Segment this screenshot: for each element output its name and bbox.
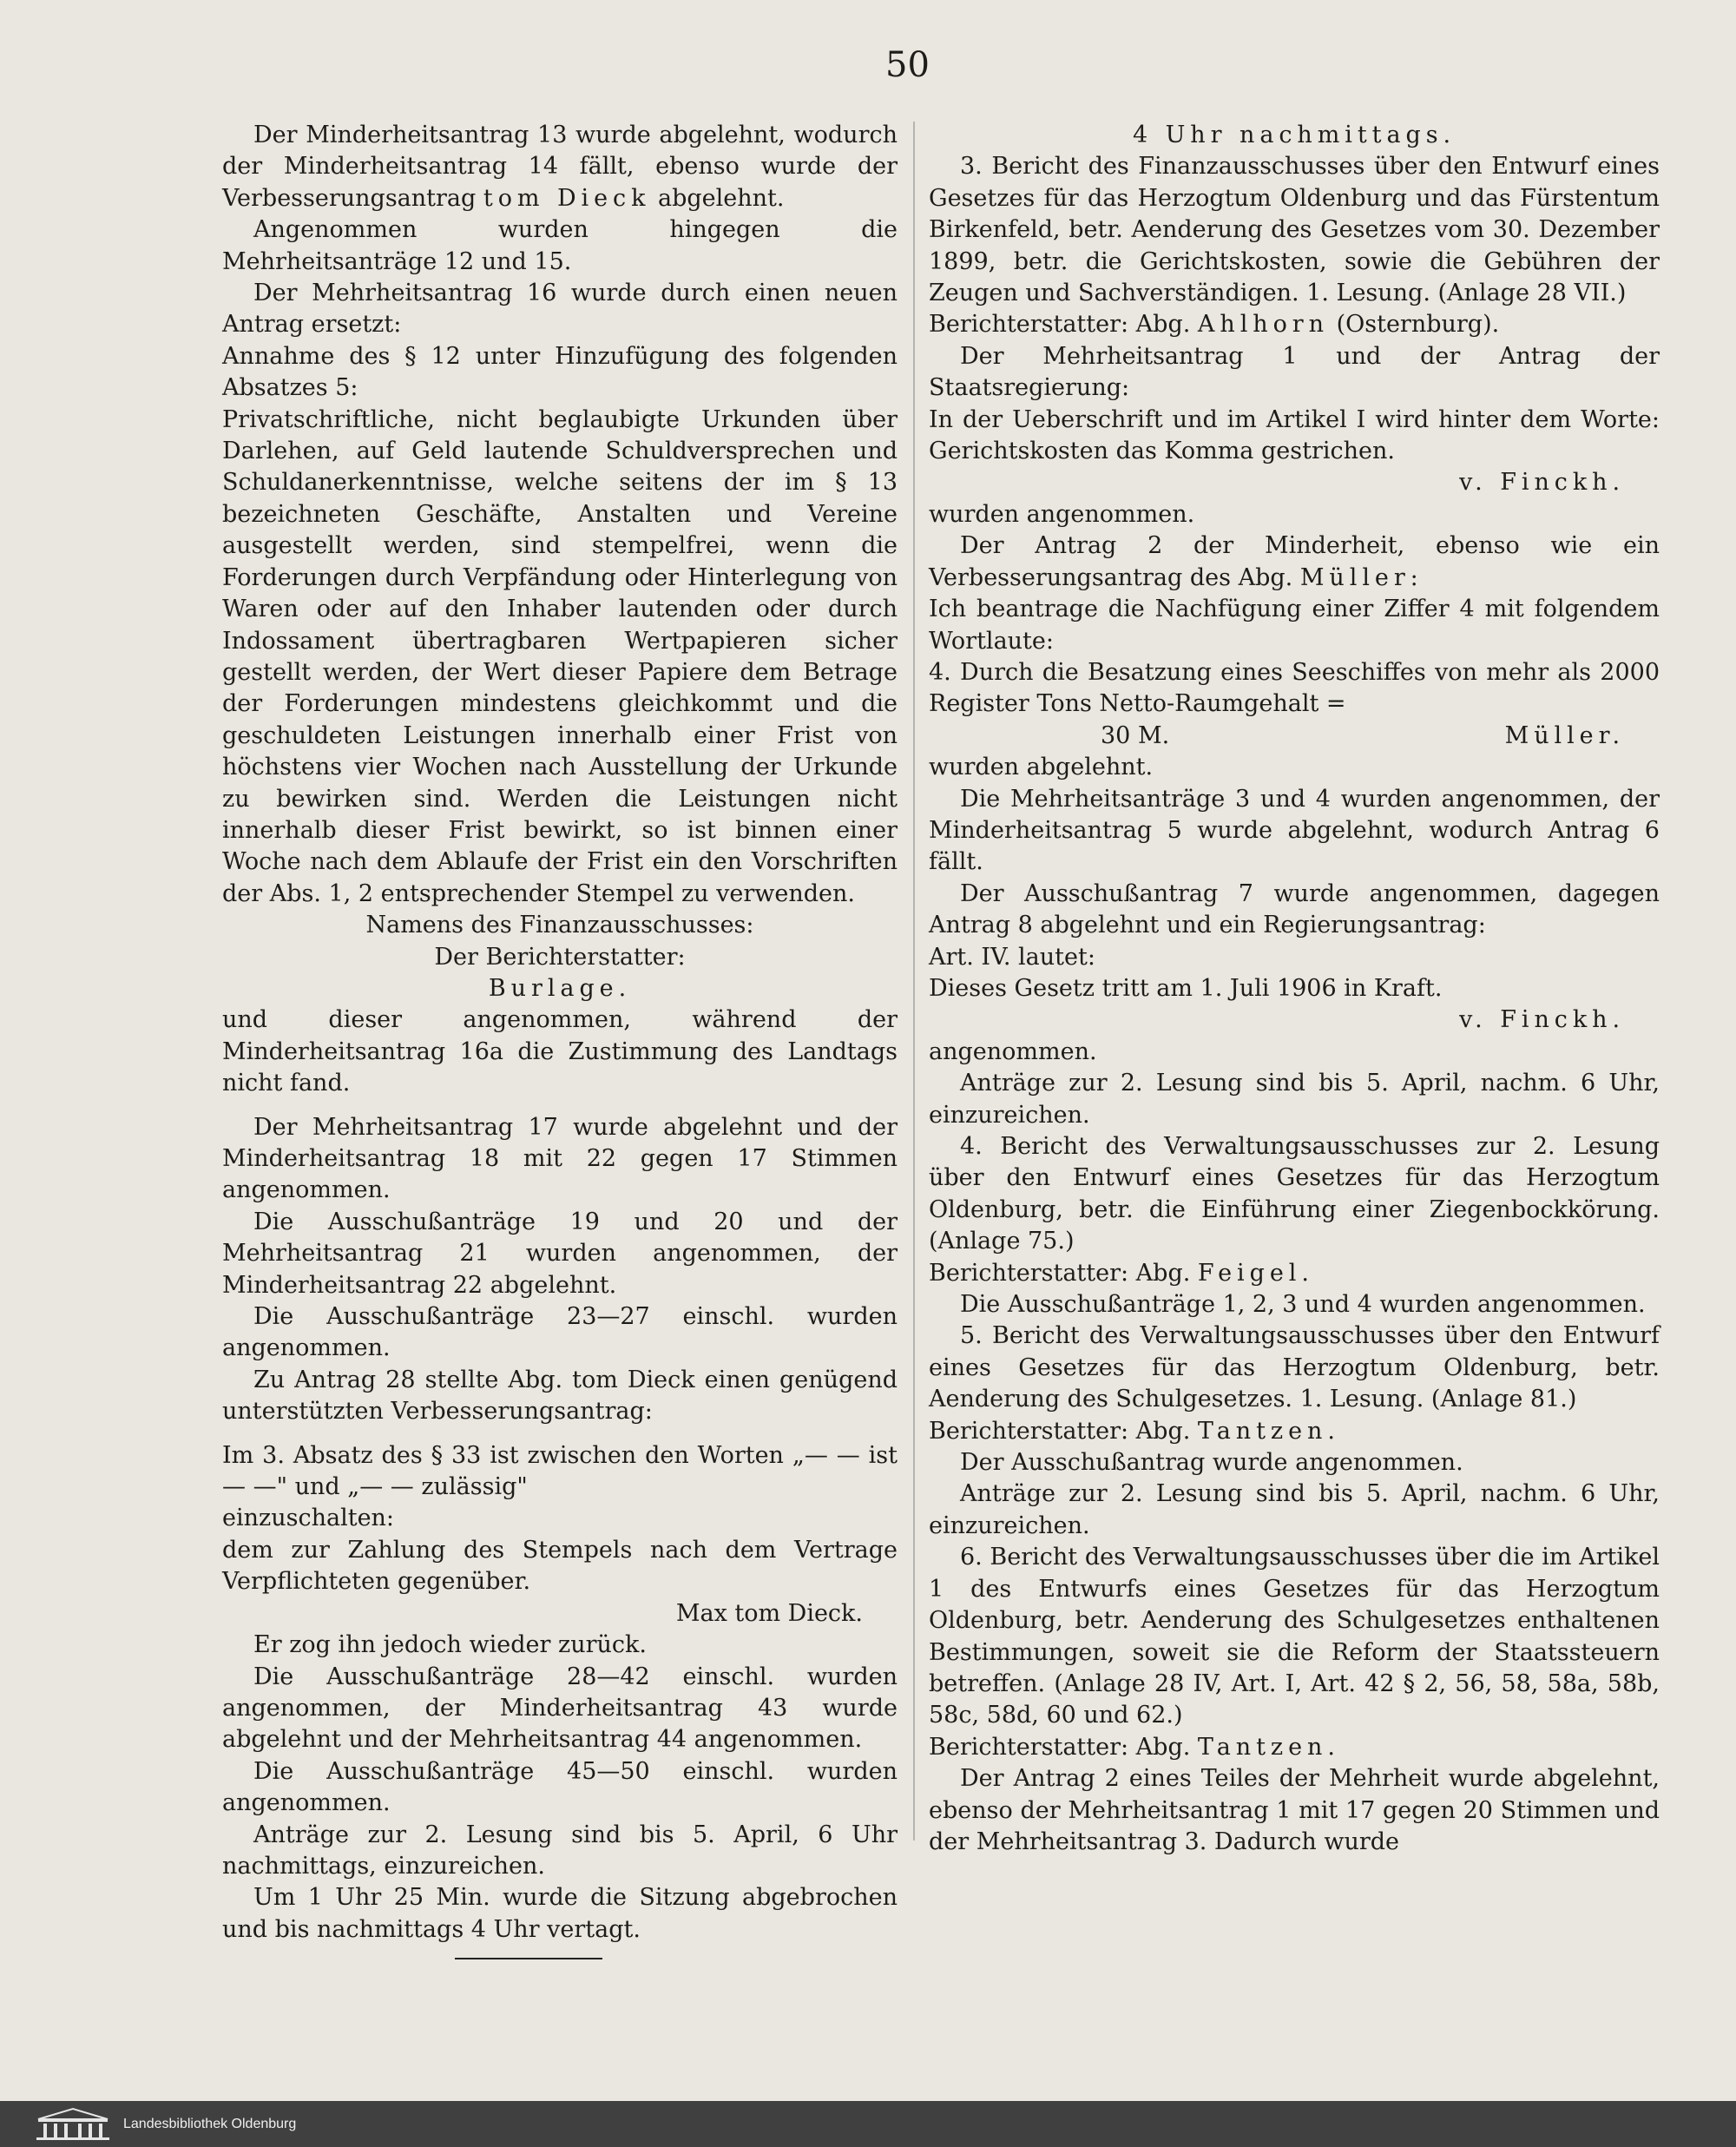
library-building-logo-icon bbox=[35, 2107, 111, 2142]
quoted-motion-text: dem zur Zahlung des Stempels nach dem Vertrage Verpflichteten gegenüber. bbox=[222, 1536, 898, 1596]
quoted-motion-text: Privatschriftliche, nicht beglaubigte Urkunden über Darlehen, auf Geld lautende Schuldversprechen und Schuldanerkenntnisse, welche seitens der im § 13 bezeichneten Geschäfte, Anstalten und Vereine ausgestellt werden, sind stempelfrei, wenn die Forderungen durch Verpfändung oder Hinterlegung von Waren oder auf den Inhaber lautenden oder durch Indossament übertragbaren Wertpapieren sicher gestellt werden, der Wert dieser Papiere dem Betrage der Forderungen mindestens gleichkommt und die geschuldeten Leistungen innerhalb einer Frist von höchstens vier Wochen nach Ausstellung der Urkunde zu bewirken sind. Werden die Leistungen nicht innerhalb dieser Frist bewirkt, so ist binnen einer Woche nach dem Ablaufe der Frist ein den Vorschriften der Abs. 1, 2 entsprechender Stempel zu verwenden. bbox=[222, 405, 898, 907]
signature-line: Namens des Finanzausschusses: bbox=[365, 912, 754, 939]
signature-name: Burlage. bbox=[488, 974, 632, 1002]
paragraph: wurden abgelehnt. bbox=[929, 754, 1154, 781]
quoted-motion-text: In der Ueberschrift und im Artikel I wird hinter dem Worte: Gerichtskosten das Komma gestrichen. bbox=[929, 405, 1660, 465]
section-divider bbox=[455, 1958, 602, 1959]
paragraph: 6. Bericht des Verwaltungsausschusses über die im Artikel 1 des Entwurfs eines Gesetzes für das Herzogtum Oldenburg, betr. Aenderung des Schulgesetzes enthaltenen Bestimmungen, soweit sie die Reform der Staatssteuern betreffen. (Anlage 28 IV, Art. I, Art. 42 § 2, 56, 58, 58a, 58b, 58c, 58d, 60 und 62.) bbox=[929, 1544, 1660, 1729]
paragraph: Die Ausschußanträge 23—27 einschl. wurden angenommen. bbox=[222, 1303, 898, 1362]
quoted-motion-signature-row bbox=[1033, 721, 1660, 752]
paragraph: Die Ausschußanträge 28—42 einschl. wurden angenommen, der Minderheitsantrag 43 wurde abgelehnt und der Mehrheitsantrag 44 angenommen. bbox=[222, 1663, 898, 1754]
paragraph: Der Mehrheitsantrag 16 wurde durch einen neuen Antrag ersetzt: bbox=[222, 280, 898, 339]
quoted-motion-text: 4. Durch die Besatzung eines Seeschiffes von mehr als 2000 Register Tons Netto-Raumgehalt = bbox=[929, 658, 1660, 718]
signature-name: v. Finckh. bbox=[1459, 1006, 1625, 1034]
paragraph: Der Ausschußantrag 7 wurde angenommen, dagegen Antrag 8 abgelehnt und ein Regierungsantrag: bbox=[929, 879, 1660, 939]
paragraph: 5. Bericht des Verwaltungsausschusses über den Entwurf eines Gesetzes für das Herzogtum Oldenburg, betr. Aenderung des Schulgesetzes. 1. Lesung. (Anlage 81.) bbox=[929, 1322, 1660, 1413]
paragraph: angenommen. bbox=[929, 1037, 1097, 1065]
paragraph: und dieser angenommen, während der Minderheitsantrag 16a die Zustimmung des Landtags nicht fand. bbox=[222, 1006, 898, 1097]
quoted-motion-intro: Annahme des § 12 unter Hinzufügung des folgenden Absatzes 5: bbox=[222, 342, 898, 402]
quoted-motion-text: Art. IV. lautet: bbox=[929, 943, 1095, 971]
reporter-line: Berichterstatter: Abg. Feigel. bbox=[929, 1259, 1314, 1287]
reporter-line: Berichterstatter: Abg. Tantzen. bbox=[929, 1417, 1340, 1445]
signature-line: Der Berichterstatter: bbox=[434, 943, 686, 971]
paragraph: Anträge zur 2. Lesung sind bis 5. April, nachm. 6 Uhr, einzureichen. bbox=[929, 1070, 1660, 1129]
amount-text: 30 M. bbox=[1101, 721, 1170, 749]
paragraph: Der Ausschußantrag wurde angenommen. bbox=[960, 1449, 1463, 1477]
library-footer-bar bbox=[0, 2101, 1736, 2147]
paragraph: Zu Antrag 28 stellte Abg. tom Dieck einen genügend unterstützten Verbesserungsantrag: bbox=[222, 1366, 898, 1426]
signature-name: v. Finckh. bbox=[1459, 469, 1625, 497]
signature-name: Müller. bbox=[1504, 721, 1625, 749]
paragraph: Die Ausschußanträge 1, 2, 3 und 4 wurden angenommen. bbox=[960, 1291, 1646, 1319]
signature-name: Max tom Dieck. bbox=[675, 1599, 863, 1627]
paragraph: Angenommen wurden hingegen die Mehrheitsanträge 12 und 15. bbox=[222, 216, 898, 275]
paragraph: Um 1 Uhr 25 Min. wurde die Sitzung abgebrochen und bis nachmittags 4 Uhr vertagt. bbox=[222, 1884, 898, 1943]
left-column bbox=[222, 120, 898, 1959]
paragraph: Die Ausschußanträge 19 und 20 und der Mehrheitsantrag 21 wurden angenommen, der Minderheitsantrag 22 abgelehnt. bbox=[222, 1208, 898, 1299]
paragraph: wurden angenommen. bbox=[929, 500, 1195, 528]
paragraph: Er zog ihn jedoch wieder zurück. bbox=[253, 1631, 647, 1659]
page-number: 50 bbox=[885, 45, 930, 85]
paragraph: Anträge zur 2. Lesung sind bis 5. April, nachm. 6 Uhr, einzureichen. bbox=[929, 1480, 1660, 1539]
paragraph: 4. Bericht des Verwaltungsausschusses zur 2. Lesung über den Entwurf eines Gesetzes für das Herzogtum Oldenburg, betr. die Einführung einer Ziegenbockkörung. (Anlage 75.) bbox=[929, 1133, 1660, 1255]
paragraph: Der Mehrheitsantrag 1 und der Antrag der Staatsregierung: bbox=[929, 342, 1660, 402]
paragraph: Der Minderheitsantrag 13 wurde abgelehnt, wodurch der Minderheitsantrag 14 fällt, ebenso wurde der Verbesserungsantrag tom Dieck abgelehnt. bbox=[222, 122, 898, 212]
quoted-motion-text: Ich beantrage die Nachfügung einer Ziffer 4 mit folgendem Wortlaute: bbox=[929, 596, 1660, 655]
quoted-motion-text: Im 3. Absatz des § 33 ist zwischen den Worten „— — ist — —" und „— — zulässig" bbox=[222, 1441, 898, 1501]
paragraph: 3. Bericht des Finanzausschusses über den Entwurf eines Gesetzes für das Herzogtum Oldenburg und das Fürstentum Birkenfeld, betr. Aenderung des Gesetzes vom 30. Dezember 1899, betr. die Gerichtskosten, sowie die Gebühren der Zeugen und Sachverständigen. 1. Lesung. (Anlage 28 VII.) bbox=[929, 153, 1660, 307]
quoted-motion-text: einzuschalten: bbox=[222, 1505, 395, 1532]
paragraph: Der Mehrheitsantrag 17 wurde abgelehnt und der Minderheitsantrag 18 mit 22 gegen 17 Stimmen angenommen. bbox=[222, 1113, 898, 1204]
library-name: Landesbibliothek Oldenburg bbox=[123, 2116, 297, 2131]
quoted-motion-text: Dieses Gesetz tritt am 1. Juli 1906 in Kraft. bbox=[929, 974, 1443, 1002]
paragraph: Anträge zur 2. Lesung sind bis 5. April, 6 Uhr nachmittags, einzureichen. bbox=[222, 1821, 898, 1880]
paragraph: Die Mehrheitsanträge 3 und 4 wurden angenommen, der Minderheitsantrag 5 wurde abgelehnt, wodurch Antrag 6 fällt. bbox=[929, 785, 1660, 876]
reporter-line: Berichterstatter: Abg. Tantzen. bbox=[929, 1733, 1340, 1761]
right-column bbox=[929, 120, 1660, 1858]
paragraph: Der Antrag 2 der Minderheit, ebenso wie ein Verbesserungsantrag des Abg. Müller: bbox=[929, 532, 1660, 591]
paragraph: Der Antrag 2 eines Teiles der Mehrheit wurde abgelehnt, ebenso der Mehrheitsantrag 1 mit 17 gegen 20 Stimmen und der Mehrheitsantrag 3. Dadurch wurde bbox=[929, 1765, 1660, 1855]
reporter-line: Berichterstatter: Abg. Ahlhorn (Osternburg). bbox=[929, 311, 1500, 339]
paragraph: Die Ausschußanträge 45—50 einschl. wurden angenommen. bbox=[222, 1757, 898, 1817]
column-divider bbox=[913, 122, 915, 1841]
paragraph: 4 Uhr nachmittags. bbox=[1132, 122, 1457, 148]
